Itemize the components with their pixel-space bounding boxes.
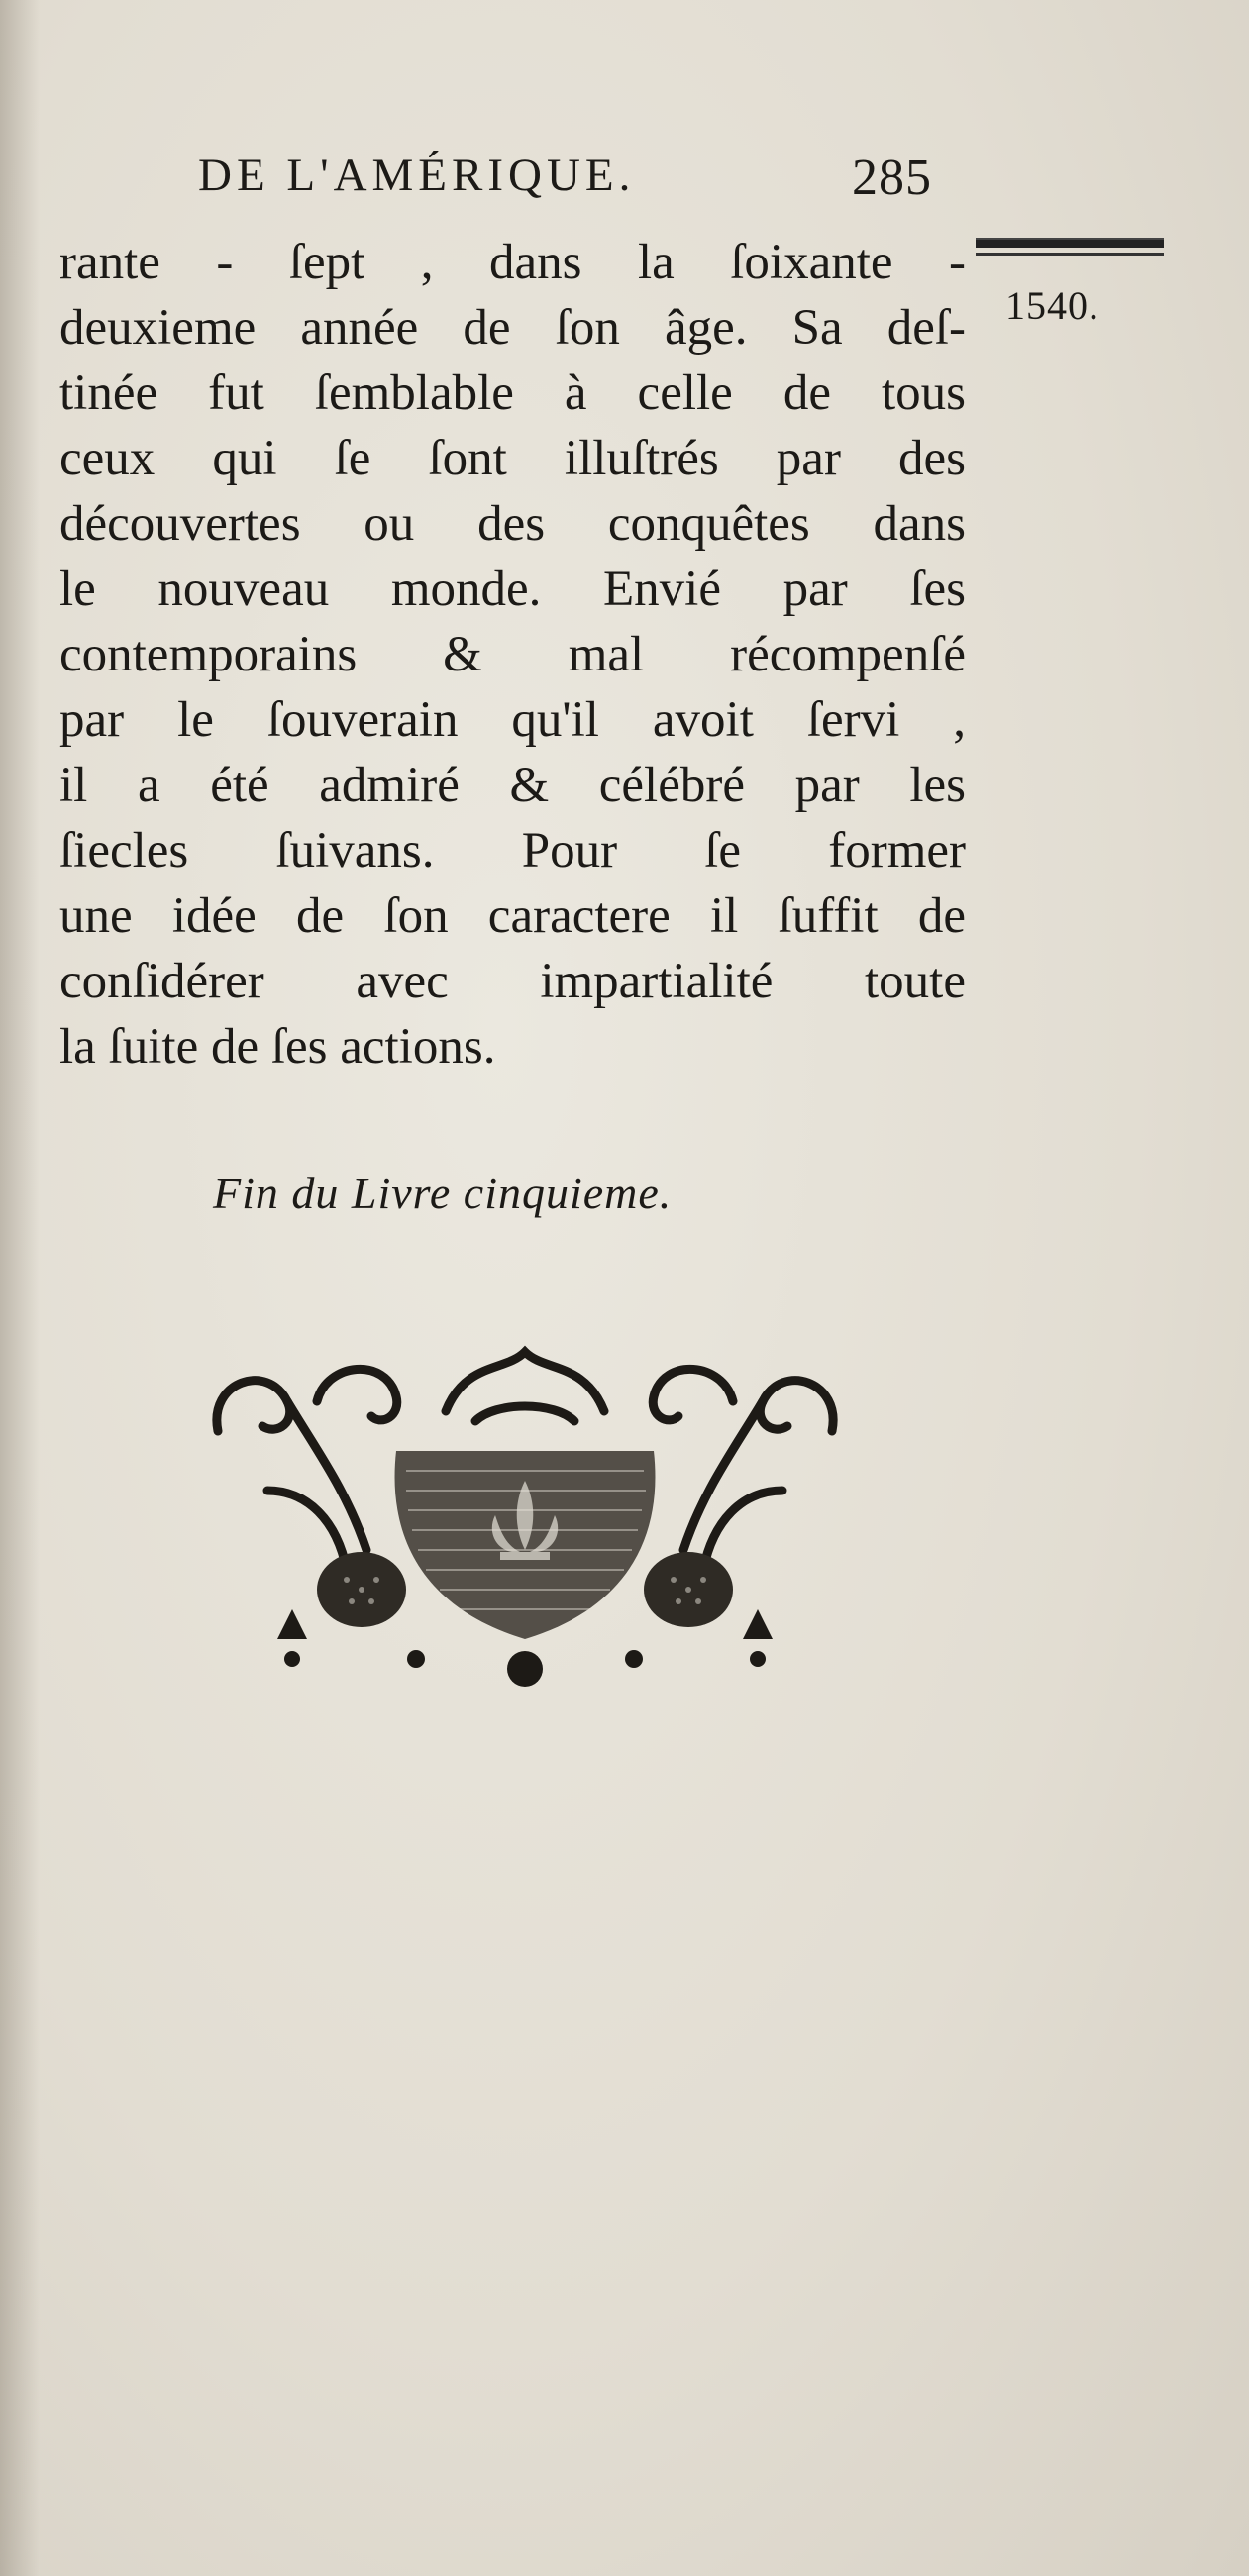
text-line: une idée de ſon caractere il ſuffit de: [59, 888, 966, 944]
margin-rule: [976, 238, 1164, 248]
margin-rule-thin: [976, 253, 1164, 256]
text-line: ceux qui ſe ſont illuſtrés par des: [59, 431, 966, 486]
text-line: deuxieme année de ſon âge. Sa deſ-: [59, 300, 966, 356]
text-line: il a été admiré & célébré par les: [59, 758, 966, 813]
chapter-end-note: Fin du Livre cinquieme.: [213, 1168, 673, 1218]
body-paragraph: [59, 230, 966, 1080]
text-line: contemporains & mal récompenſé: [59, 627, 966, 682]
text-line: le nouveau monde. Envié par ſes: [59, 562, 966, 617]
running-title: DE L'AMÉRIQUE.: [198, 150, 636, 201]
text-line: conſidérer avec impartialité toute: [59, 954, 966, 1009]
text-line: découvertes ou des conquêtes dans: [59, 496, 966, 552]
text-line: la ſuite de ſes actions.: [59, 1019, 496, 1075]
margin-year-note: 1540.: [1005, 283, 1099, 328]
text-line: rante - ſept , dans la ſoixante -: [59, 235, 966, 290]
page-number: 285: [852, 150, 932, 206]
show-through-text: [50, 1258, 1189, 2010]
text-line: par le ſouverain qu'il avoit ſervi ,: [59, 692, 966, 748]
gutter-shadow: [0, 0, 40, 2576]
text-line: ſiecles ſuivans. Pour ſe former: [59, 823, 966, 878]
text-line: tinée fut ſemblable à celle de tous: [59, 365, 966, 421]
